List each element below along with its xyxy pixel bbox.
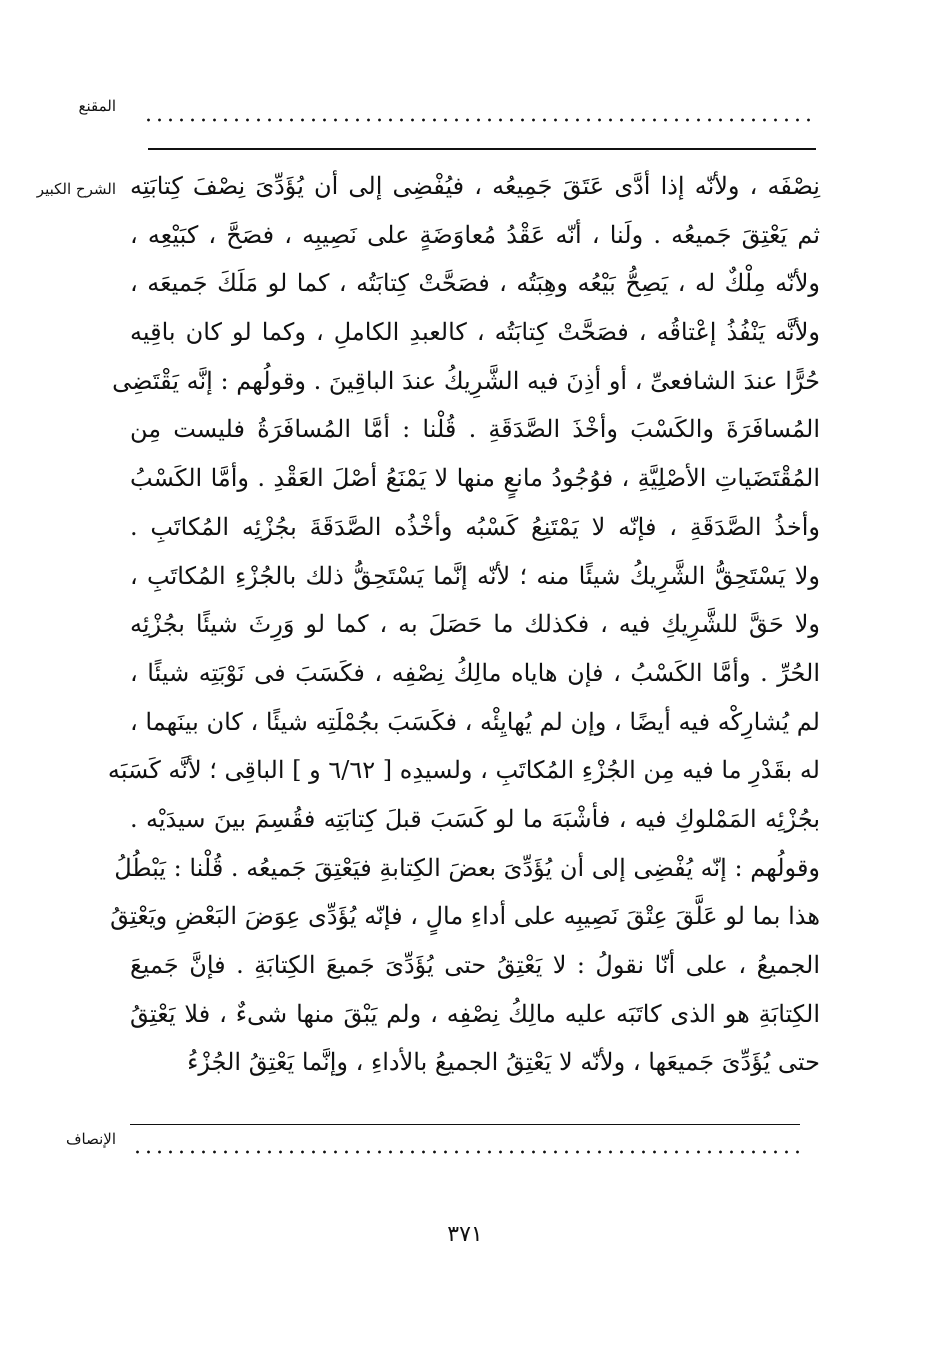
text-line: بجُزْئِه المَمْلوكِ فيه ، فأشْبَهَ ما لو كَسَبَ قبلَ كِتابَتِه فقُسِمَ بينَ سيدَيْه . (130, 804, 820, 833)
header-rule (148, 148, 816, 150)
commentary-side-label: الشرح الكبير (36, 180, 116, 198)
text-line: ولأنَّه يَنْفُذُ إعْتاقُه ، فصَحَّتْ كِتابَتُه ، كالعبدِ الكاملِ ، وكما لو كان باقِيه (130, 318, 820, 347)
text-line: ثم يَعْتِقَ جَميعُه . ولَنا ، أنّه عَقْدُ مُعاوَضَةٍ على نَصِيبِه ، فصَحَّ ، كبَيْعِه ، (130, 220, 820, 249)
text-line: لم يُشارِكْه فيه أيضًا ، وإن لم يُهايِئْه ، فكَسَبَ بجُمْلَتِه شيئًا ، كان بينَهما ، (130, 707, 820, 736)
text-line: ولا يَسْتَحِقُّ الشَّرِيكُ شيئًا منه ؛ لأنّه إنَّما يَسْتَحِقُّ ذلك بالجُزْءِ المُكاتَبِ ، (130, 561, 820, 590)
text-line: له بقَدْرِ ما فيه مِن الجُزْءِ المُكاتَبِ ، ولسيدِه [ ٦/٦٢ و ] الباقِى ؛ لأنَّه كَسَبَه (107, 756, 820, 785)
text-line: المُقْتَضَياتِ الأصْلِيَّةِ ، فوُجُودُ مانعٍ منها لا يَمْنَعُ أصْلَ العَقْدِ . وأمَّا الكَسْبُ (130, 464, 820, 493)
footer-dotted-leader (132, 1150, 800, 1154)
text-line: هذا بما لو عَلَّقَ عِتْقَ نَصِيبِه على أداءِ مالٍ ، فإنّه يُؤَدِّى عِوَضَ البَعْضِ ويَعْتِقُ (110, 902, 820, 931)
text-line: ولا حَقَّ للشَّرِيكِ فيه ، فكذلك ما حَصَلَ به ، كما لو وَرِثَ شيئًا بجُزْئِه (130, 610, 820, 639)
text-line: حتى يُؤَدِّىَ جَميعَها ، ولأنّه لا يَعْتِقُ الجميعُ بالأداءِ ، وإنَّما يَعْتِقُ الجُزْءُ (187, 1048, 820, 1077)
text-line: وأخذُ الصَّدَقَةِ ، فإنّه لا يَمْتَنِعُ كَسْبُه وأخْذُه الصَّدَقَةَ بجُزْئِه المُكاتَبِ . (130, 512, 820, 541)
footer-book-label: الإنصاف (65, 1130, 116, 1148)
text-line: الكِتابَةِ هو الذى كاتَبَه عليه مالِكُ نِصْفِه ، ولم يَبْقَ منها شىءٌ ، فلا يَعْتِقُ (130, 999, 820, 1028)
header-book-title: المقنع (78, 97, 116, 115)
text-line: نِصْفَه ، ولأنّه إذا أدَّى عَتَقَ جَمِيعُه ، فيُفْضِى إلى أن يُؤَدِّىَ نِصْفَ كِتابَتِه (130, 172, 820, 200)
text-line: الحُرِّ . وأمَّا الكَسْبُ ، فإن هاياه مالِكُ نِصْفِه ، فكَسَبَ فى نَوْبَتِه شيئًا ، (130, 658, 820, 687)
text-line: المُسافَرَةَ والكَسْبَ وأخْذَ الصَّدَقَةِ . قُلْنا : أمَّا المُسافَرَةُ فليست مِن (130, 415, 820, 444)
header-dotted-leader (143, 118, 813, 122)
text-line: حُرًّا عندَ الشافعىِّ ، أو أذِنَ فيه الشَّرِيكُ عندَ الباقِينَ . وقولُهم : إنَّه يَقْتَضِى (112, 366, 820, 395)
commentary-body (107, 162, 821, 1087)
text-line: وقولُهم : إنّه يُفْضِى إلى أن يُؤَدِّىَ بعضَ الكِتابةِ فيَعْتِقَ جَميعُه . قُلْنا : يَبْطُلُ (114, 853, 820, 882)
footer-rule (130, 1124, 800, 1125)
text-line: الجميعُ ، على أنّا نقولُ : لا يَعْتِقُ حتى يُؤَدِّىَ جَميعَ الكِتابَةِ . فإنَّ جَميعَ (130, 951, 821, 979)
page-number: ٣٧١ (447, 1222, 483, 1247)
text-line: ولأنّه مِلْكٌ له ، يَصِحُّ بَيْعُه وهِبَتُه ، فصَحَّتْ كِتابَتُه ، كما لو مَلَكَ جَميعَه ، (130, 269, 820, 298)
